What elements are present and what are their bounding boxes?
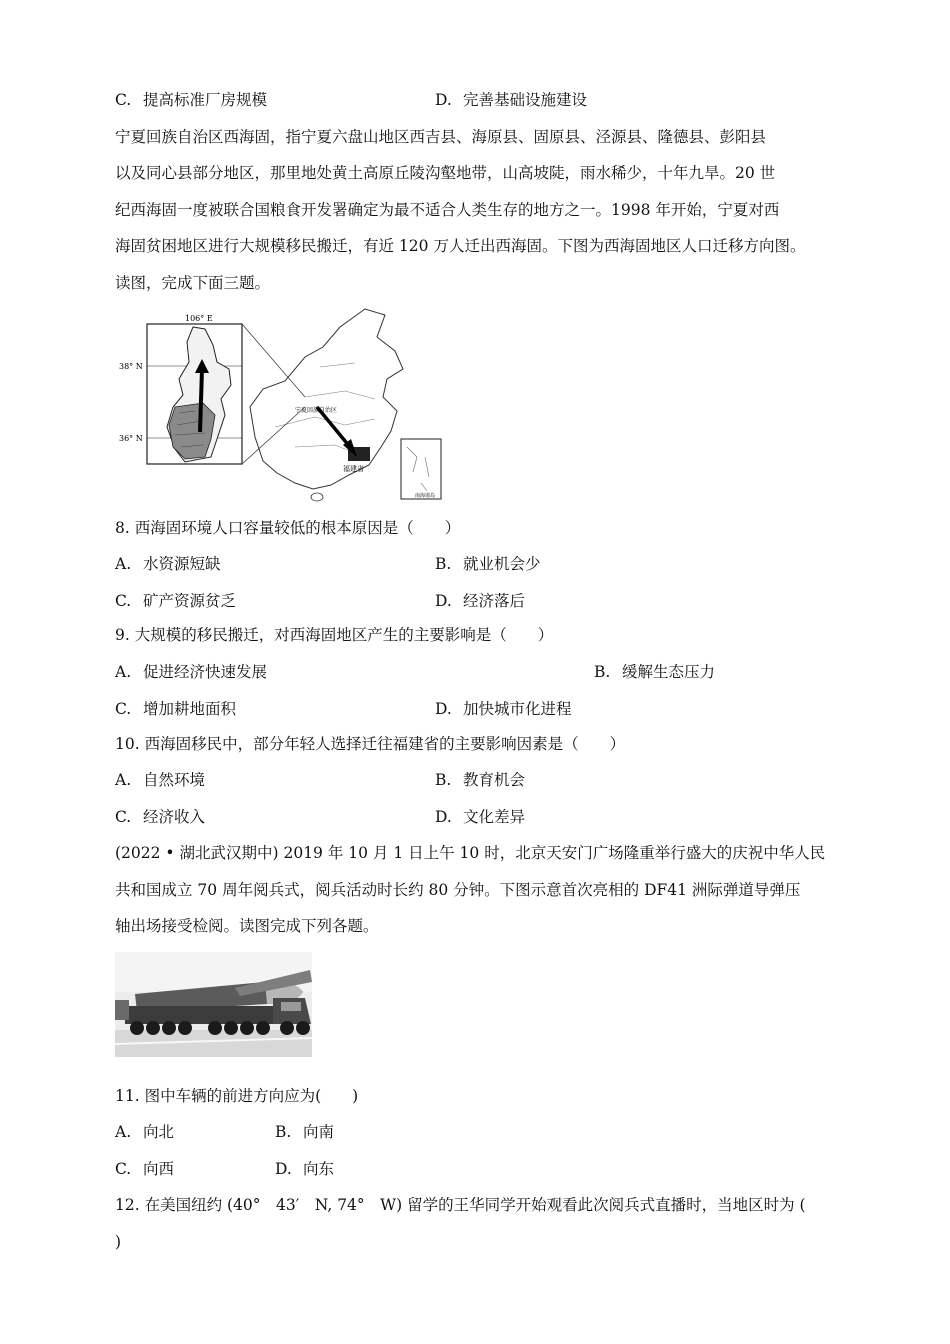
option-key: A. <box>115 555 132 573</box>
cab-window <box>281 1002 301 1011</box>
passage2-line: 轴出场接受检阅。读图完成下列各题。 <box>115 917 379 935</box>
option-key: C. <box>115 91 132 109</box>
question-12-stem-end: ) <box>115 1233 122 1251</box>
option-q8-d[interactable] <box>435 591 525 611</box>
south-china-sea-inset <box>401 439 441 499</box>
passage2-line: (2022 • 湖北武汉期中) 2019 年 10 月 1 日上午 10 时，北京天安门广场隆重举行盛大的庆祝中华人民 <box>115 844 826 862</box>
option-q9-c[interactable] <box>115 699 236 719</box>
option-text: 向南 <box>303 1123 335 1141</box>
passage2-line: 共和国成立 70 周年阅兵式，阅兵活动时长约 80 分钟。下图示意首次亮相的 DF41 洲际弹道导弹压 <box>115 881 801 899</box>
question-12-stem: 12. 在美国纽约 (40° 43′ N, 74° W) 留学的王华同学开始观看此次阅兵式直播时，当地区时为 ( <box>115 1196 806 1214</box>
option-key: B. <box>275 1123 292 1141</box>
option-q7-c[interactable] <box>115 90 267 110</box>
option-q11-b[interactable] <box>275 1122 334 1142</box>
option-text: 向东 <box>303 1160 335 1178</box>
option-text: 完善基础设施建设 <box>463 91 588 109</box>
option-q10-c[interactable] <box>115 807 205 827</box>
china-outline <box>250 309 403 489</box>
option-key: C. <box>115 808 132 826</box>
option-text: 向西 <box>143 1160 175 1178</box>
option-text: 向北 <box>143 1123 175 1141</box>
longitude-label: 106° E <box>185 314 213 323</box>
inset-label: 南海诸岛 <box>415 493 436 499</box>
option-q10-a[interactable] <box>115 770 205 790</box>
df41-vehicle-photo <box>115 952 312 1057</box>
background-vehicle <box>115 1000 129 1020</box>
fujian-label: 福建省 <box>343 465 364 473</box>
option-text: 缓解生态压力 <box>622 663 716 681</box>
option-q7-d[interactable] <box>435 90 587 110</box>
option-text: 经济收入 <box>143 808 206 826</box>
question-8-stem: 8. 西海固环境人口容量较低的根本原因是（ ） <box>115 519 461 537</box>
option-text: 经济落后 <box>463 592 526 610</box>
option-text: 水资源短缺 <box>143 555 221 573</box>
option-q8-b[interactable] <box>435 554 541 574</box>
option-text: 提高标准厂房规模 <box>143 91 268 109</box>
hainan-island <box>311 493 323 501</box>
option-text: 就业机会少 <box>463 555 541 573</box>
option-q11-d[interactable] <box>275 1159 334 1179</box>
latitude-36-label: 36° N <box>119 434 143 443</box>
option-key: C. <box>115 700 132 718</box>
option-q11-c[interactable] <box>115 1159 174 1179</box>
option-q10-d[interactable] <box>435 807 525 827</box>
latitude-38-label: 38° N <box>119 362 143 371</box>
option-q9-d[interactable] <box>435 699 572 719</box>
option-text: 促进经济快速发展 <box>143 663 268 681</box>
passage1-line: 宁夏回族自治区西海固，指宁夏六盘山地区西吉县、海原县、固原县、泾源县、隆德县、彭阳县 <box>115 128 767 146</box>
option-key: C. <box>115 592 132 610</box>
option-key: B. <box>594 663 611 681</box>
option-key: D. <box>435 91 452 109</box>
passage1-line: 海固贫困地区进行大规模移民搬迁，有近 120 万人迁出西海固。下图为西海固地区人口迁移方向图。 <box>115 237 806 255</box>
migration-map <box>119 307 445 502</box>
option-key: C. <box>115 1160 132 1178</box>
option-q11-a[interactable] <box>115 1122 174 1142</box>
option-key: A. <box>115 1123 132 1141</box>
option-key: A. <box>115 771 132 789</box>
option-q8-a[interactable] <box>115 554 221 574</box>
option-text: 自然环境 <box>143 771 206 789</box>
option-key: D. <box>275 1160 292 1178</box>
passage1-line: 读图，完成下面三题。 <box>115 274 271 292</box>
truck-body <box>125 1006 275 1024</box>
option-q9-a[interactable] <box>115 662 267 682</box>
option-key: D. <box>435 592 452 610</box>
option-text: 矿产资源贫乏 <box>143 592 237 610</box>
option-q10-b[interactable] <box>435 770 525 790</box>
option-text: 文化差异 <box>463 808 526 826</box>
question-10-stem: 10. 西海固移民中，部分年轻人选择迁往福建省的主要影响因素是（ ） <box>115 735 626 753</box>
option-q8-c[interactable] <box>115 591 236 611</box>
option-key: D. <box>435 808 452 826</box>
option-text: 增加耕地面积 <box>143 700 237 718</box>
option-key: D. <box>435 700 452 718</box>
region-label: 宁夏回族自治区 <box>295 407 338 414</box>
option-key: B. <box>435 555 452 573</box>
option-q9-b[interactable] <box>594 662 715 682</box>
option-text: 加快城市化进程 <box>463 700 572 718</box>
passage1-line: 纪西海固一度被联合国粮食开发署确定为最不适合人类生存的地方之一。1998 年开始，宁夏对西 <box>115 201 780 219</box>
option-key: A. <box>115 663 132 681</box>
passage1-line: 以及同心县部分地区，那里地处黄土高原丘陵沟壑地带，山高坡陡，雨水稀少，十年九旱。20 世 <box>115 164 776 182</box>
option-key: B. <box>435 771 452 789</box>
option-text: 教育机会 <box>463 771 526 789</box>
internal-migration-arrow <box>200 369 202 432</box>
question-11-stem: 11. 图中车辆的前进方向应为( ) <box>115 1087 359 1105</box>
question-9-stem: 9. 大规模的移民搬迁，对西海固地区产生的主要影响是（ ） <box>115 626 554 644</box>
